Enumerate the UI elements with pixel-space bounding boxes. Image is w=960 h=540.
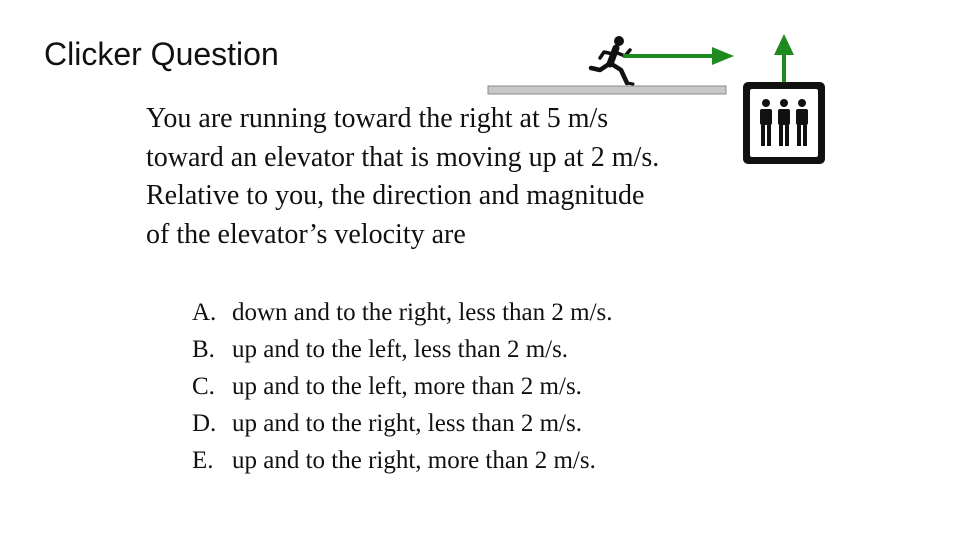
question-line: toward an elevator that is moving up at 2 m/s. <box>146 141 660 173</box>
runner-velocity-arrow <box>623 47 734 65</box>
answer-choice-e[interactable] <box>192 442 613 479</box>
choice-text: up and to the right, less than 2 m/s. <box>232 410 582 437</box>
choice-text: up and to the left, more than 2 m/s. <box>232 373 582 400</box>
answer-choice-b[interactable] <box>192 331 613 368</box>
answer-choice-d[interactable] <box>192 405 613 442</box>
choice-letter: E. <box>192 447 214 474</box>
choice-letter: B. <box>192 336 215 363</box>
question-line: of the elevator’s velocity are <box>146 218 466 250</box>
question-line: Relative to you, the direction and magnitude <box>146 180 645 211</box>
elevator-velocity-arrow <box>774 34 794 82</box>
platform <box>488 86 726 94</box>
answer-choice-a[interactable] <box>192 294 613 331</box>
slide-title: Clicker Question <box>44 36 279 72</box>
choice-text: down and to the right, less than 2 m/s. <box>232 299 613 326</box>
choice-text: up and to the right, more than 2 m/s. <box>232 447 596 474</box>
running-person-icon <box>591 36 633 84</box>
choice-letter: C. <box>192 373 215 400</box>
choice-letter: A. <box>192 299 217 326</box>
choice-letter: D. <box>192 410 217 437</box>
elevator-people-icon <box>743 82 825 164</box>
question-line: You are running toward the right at 5 m/s <box>146 103 609 134</box>
question-text <box>146 100 746 254</box>
choice-text: up and to the left, less than 2 m/s. <box>232 336 569 363</box>
answer-choice-c[interactable] <box>192 368 613 405</box>
answer-choices <box>192 294 613 479</box>
